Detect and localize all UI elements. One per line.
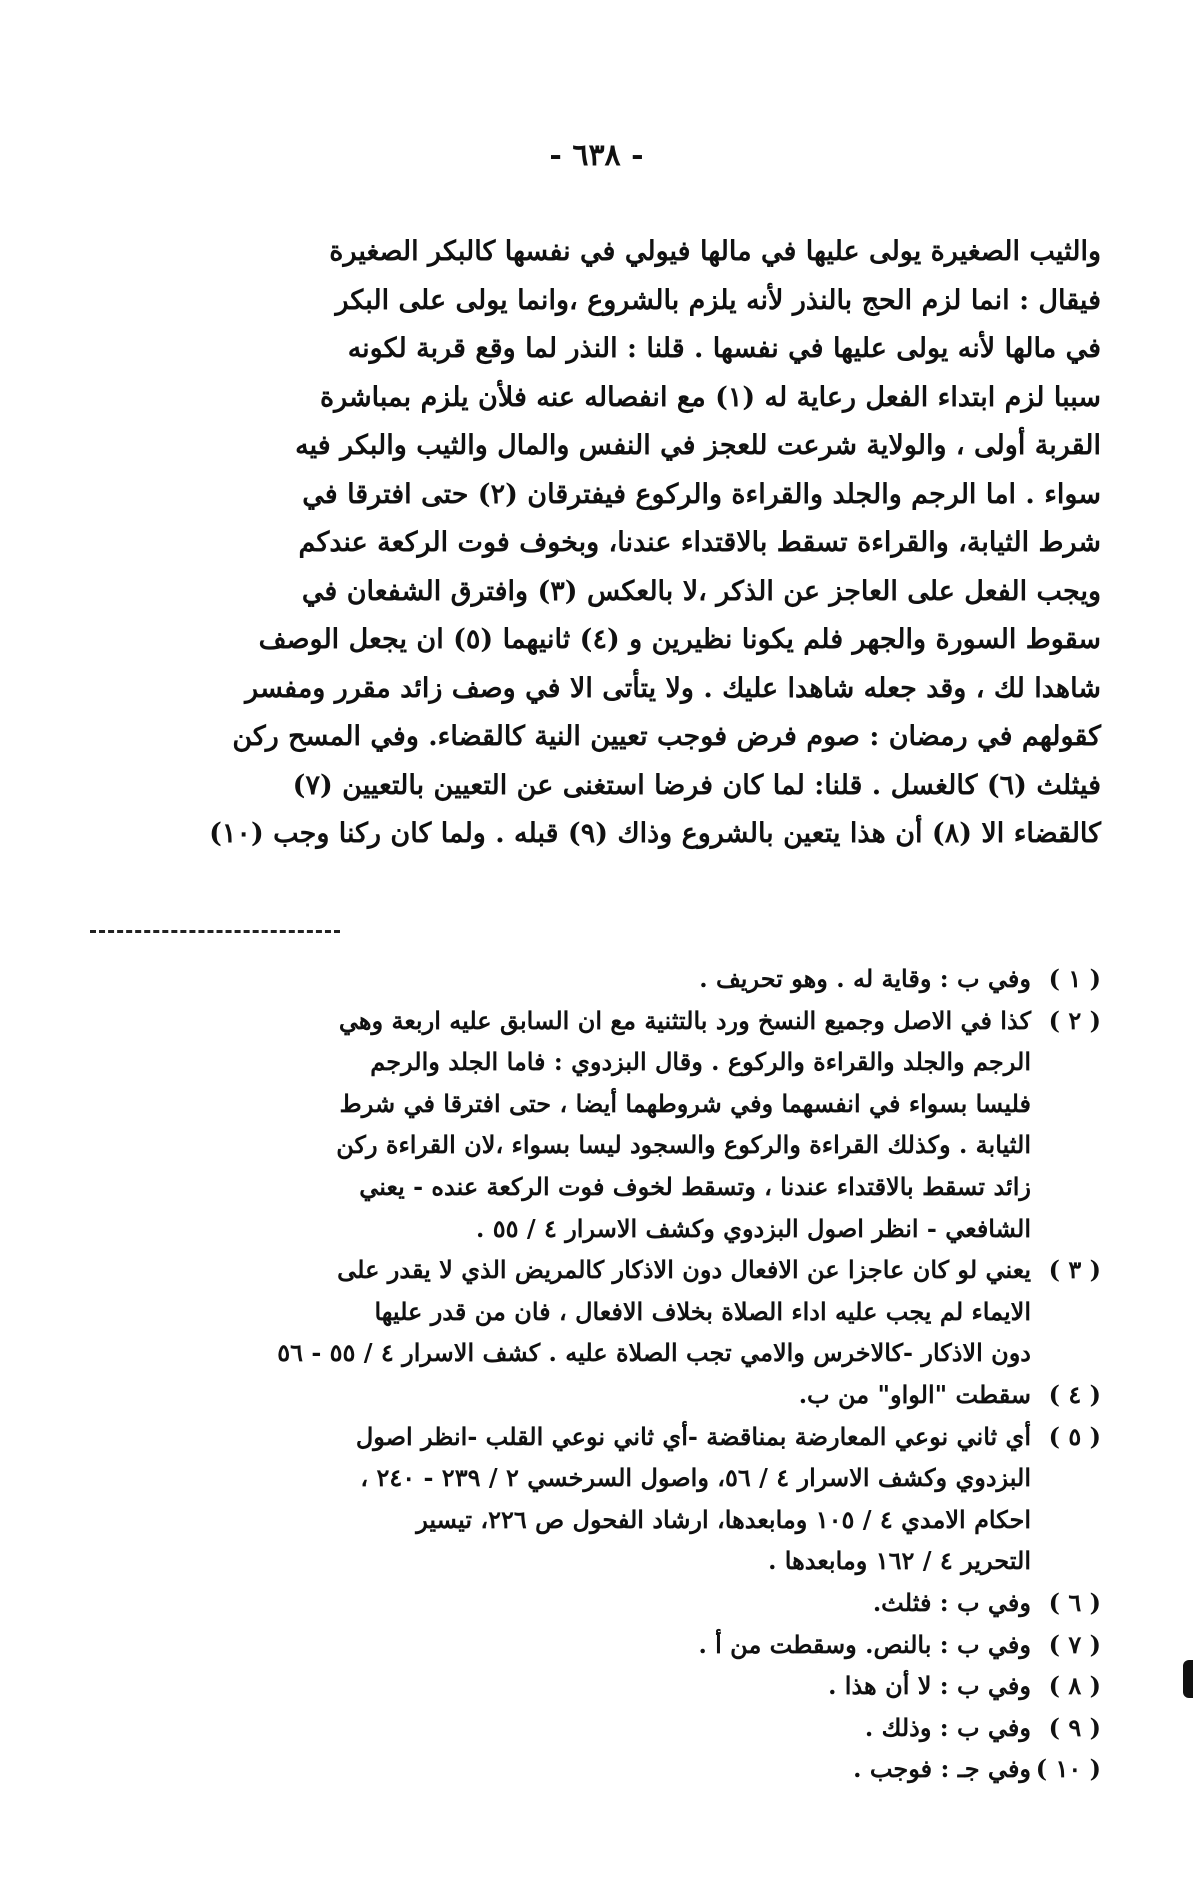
footnote-line: يعني لو كان عاجزا عن الافعال دون الاذكار كالمريض الذي لا يقدر على xyxy=(337,1255,1031,1285)
footnote-2 xyxy=(101,1000,1101,1250)
footnote-line: احكام الامدي ٤ / ١٠٥ ومابعدها، ارشاد الفحول ص ٢٢٦، تيسير xyxy=(416,1504,1031,1534)
footnote-line: أي ثاني نوعي المعارضة بمناقضة -أي ثاني نوعي القلب -انظر اصول xyxy=(355,1421,1031,1451)
footnote-line: الشافعي - انظر اصول البزدوي وكشف الاسرار ٤ / ٥٥ . xyxy=(475,1213,1031,1243)
text-line: سببا لزم ابتداء الفعل رعاية له (١) مع انفصاله عنه فلأن يلزم بمباشرة xyxy=(320,381,1101,413)
footnote-8 xyxy=(101,1665,1101,1707)
footnote-line: كذا في الاصل وجميع النسخ ورد بالتثنية مع ان السابق عليه اربعة وهي xyxy=(338,1005,1031,1035)
footnote-line: فليسا بسواء في انفسهما وفي شروطهما أيضا ، حتى افترقا في شرط xyxy=(339,1088,1031,1118)
footnote-number: ( ٦ ) xyxy=(1048,1587,1101,1617)
text-line: كقولهم في رمضان : صوم فرض فوجب تعيين النية كالقضاء. وفي المسح ركن xyxy=(232,721,1101,752)
text-line: القربة أولى ، والولاية شرعت للعجز في النفس والمال والثيب والبكر فيه xyxy=(295,430,1101,461)
footnote-number: ( ٥ ) xyxy=(1048,1421,1101,1451)
footnote-line: الايماء لم يجب عليه اداء الصلاة بخلاف الافعال ، فان من قدر عليها xyxy=(374,1296,1031,1326)
text-line: فيثلث (٦) كالغسل . قلنا: لما كان فرضا استغنى عن التعيين بالتعيين (٧) xyxy=(292,769,1101,801)
text-line: ويجب الفعل على العاجز عن الذكر ،لا بالعكس (٣) وافترق الشفعان في xyxy=(301,575,1101,607)
footnote-line: وفي ب : وقاية له . وهو تحريف . xyxy=(699,964,1031,993)
footnote-line: وفي ب : فثلث. xyxy=(872,1587,1031,1617)
main-text xyxy=(209,228,1101,859)
text-line: فيقال : انما لزم الحج بالنذر لأنه يلزم بالشروع ،وانما يولى على البكر xyxy=(335,284,1101,316)
footnote-6 xyxy=(101,1582,1101,1624)
footnote-line: وفي جـ : فوجب . xyxy=(853,1754,1031,1784)
footnote-7 xyxy=(101,1624,1101,1666)
footnote-4 xyxy=(101,1374,1101,1416)
footnote-separator xyxy=(90,930,340,933)
footnote-line: الرجم والجلد والقراءة والركوع . وقال البزدوي : فاما الجلد والرجم xyxy=(370,1047,1031,1077)
footnote-number: ( ٩ ) xyxy=(1048,1712,1101,1742)
footnote-number: ( ٤ ) xyxy=(1048,1379,1101,1409)
footnote-number: ( ٨ ) xyxy=(1048,1671,1101,1701)
text-line: في مالها لأنه يولى عليها في نفسها . قلنا : النذر لما وقع قربة لكونه xyxy=(347,333,1101,364)
footnote-line: وفي ب : بالنص. وسقطت من أ . xyxy=(698,1629,1031,1659)
footnote-line: سقطت "الواو" من ب. xyxy=(798,1379,1031,1409)
footnotes xyxy=(101,958,1101,1790)
footnote-number: ( ٧ ) xyxy=(1048,1629,1101,1659)
footnote-line: وفي ب : لا أن هذا . xyxy=(828,1671,1031,1701)
footnote-1 xyxy=(101,958,1101,1000)
footnote-9 xyxy=(101,1707,1101,1749)
text-line: كالقضاء الا (٨) أن هذا يتعين بالشروع وذاك (٩) قبله . ولما كان ركنا وجب (١٠) xyxy=(209,818,1101,849)
footnote-number: ( ٣ ) xyxy=(1048,1255,1101,1285)
footnote-number: ( ٢ ) xyxy=(1048,1005,1101,1035)
footnote-line: دون الاذكار -كالاخرس والامي تجب الصلاة عليه . كشف الاسرار ٤ / ٥٥ - ٥٦ xyxy=(277,1338,1031,1368)
text-line: سقوط السورة والجهر فلم يكونا نظيرين و (٤) ثانيهما (٥) ان يجعل الوصف xyxy=(258,624,1101,655)
footnote-number: ( ١ ) xyxy=(1048,964,1101,993)
footnote-line: زائد تسقط بالاقتداء عندنا ، وتسقط لخوف فوت الركعة عنده - يعني xyxy=(359,1171,1031,1201)
footnote-line: الثيابة . وكذلك القراءة والركوع والسجود ليسا بسواء ،لان القراءة ركن xyxy=(336,1130,1031,1160)
footnote-5 xyxy=(101,1416,1101,1582)
footnote-3 xyxy=(101,1249,1101,1374)
text-line: شرط الثيابة، والقراءة تسقط بالاقتداء عندنا، وبخوف فوت الركعة عندكم xyxy=(298,527,1101,558)
footnote-10 xyxy=(101,1748,1101,1790)
text-line: شاهدا لك ، وقد جعله شاهدا عليك . ولا يتأتى الا في وصف زائد مقرر ومفسر xyxy=(245,672,1101,704)
footnote-number: ( ١٠ ) xyxy=(1035,1754,1101,1784)
footnote-line: البزدوي وكشف الاسرار ٤ / ٥٦، واصول السرخسي ٢ / ٢٣٩ - ٢٤٠ ، xyxy=(360,1463,1031,1493)
scan-edge-mark xyxy=(1183,1660,1193,1698)
page-number: - ٦٣٨ - xyxy=(549,138,644,173)
text-line: سواء . اما الرجم والجلد والقراءة والركوع فيفترقان (٢) حتى افترقا في xyxy=(302,478,1101,510)
footnote-line: التحرير ٤ / ١٦٢ ومابعدها . xyxy=(768,1546,1031,1576)
footnote-line: وفي ب : وذلك . xyxy=(864,1712,1031,1742)
text-line: والثيب الصغيرة يولى عليها في مالها فيولي في نفسها كالبكر الصغيرة xyxy=(329,236,1101,267)
